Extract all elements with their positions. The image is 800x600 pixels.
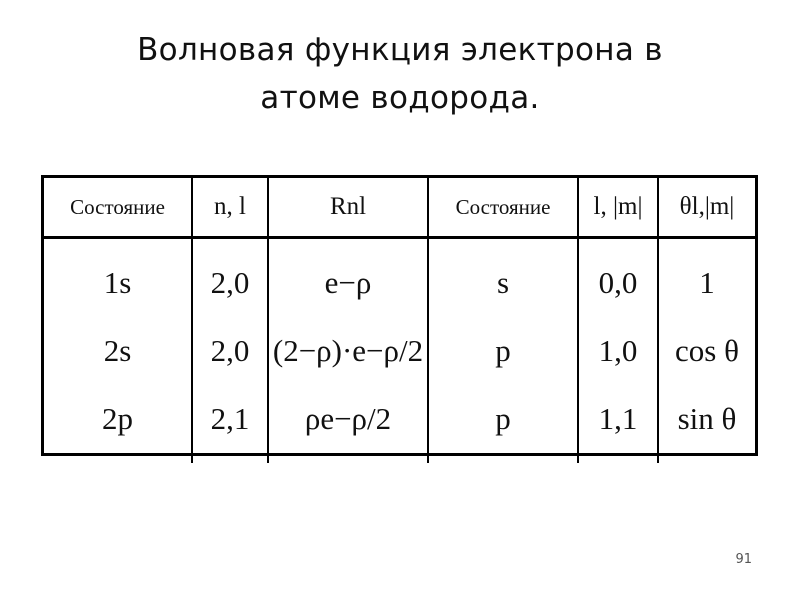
slide-title bbox=[60, 26, 740, 122]
header-angular-function: θl,|m| bbox=[658, 178, 755, 238]
wavefunction-table bbox=[41, 175, 758, 456]
slide-title-line-1: Волновая функция электрона в bbox=[137, 32, 663, 68]
slide-title-line-2: атоме водорода. bbox=[260, 80, 540, 116]
table-row bbox=[44, 238, 755, 318]
cell-orbital: s bbox=[428, 238, 578, 318]
cell-l-m: 1,0 bbox=[578, 317, 658, 385]
header-state-left: Состояние bbox=[44, 178, 192, 238]
cell-radial-function: (2−ρ)·e−ρ/2 bbox=[268, 317, 428, 385]
cell-angular-function: cos θ bbox=[675, 333, 739, 368]
cell-l-m: 0,0 bbox=[578, 238, 658, 318]
cell-l-m: 1,1 bbox=[578, 385, 658, 463]
header-l-m: l, |m| bbox=[578, 178, 658, 238]
cell-state: 2s bbox=[44, 317, 192, 385]
cell-angular-function: 1 bbox=[699, 265, 715, 300]
cell-radial-function: e−ρ bbox=[268, 238, 428, 318]
cell-radial-function: ρe−ρ/2 bbox=[268, 385, 428, 463]
cell-orbital: p bbox=[428, 317, 578, 385]
header-radial-function: Rnl bbox=[268, 178, 428, 238]
cell-state: 1s bbox=[44, 238, 192, 318]
header-n-l: n, l bbox=[192, 178, 268, 238]
cell-state: 2p bbox=[44, 385, 192, 463]
table-header-row bbox=[44, 178, 755, 238]
wavefunction-table-grid bbox=[44, 178, 755, 463]
header-state-right: Состояние bbox=[428, 178, 578, 238]
cell-orbital: p bbox=[428, 385, 578, 463]
cell-angular-function: sin θ bbox=[677, 401, 737, 436]
cell-n-l: 2,0 bbox=[192, 238, 268, 318]
cell-n-l: 2,1 bbox=[192, 385, 268, 463]
table-row bbox=[44, 385, 755, 463]
cell-n-l: 2,0 bbox=[192, 317, 268, 385]
table-row bbox=[44, 317, 755, 385]
page-number: 91 bbox=[735, 552, 752, 567]
